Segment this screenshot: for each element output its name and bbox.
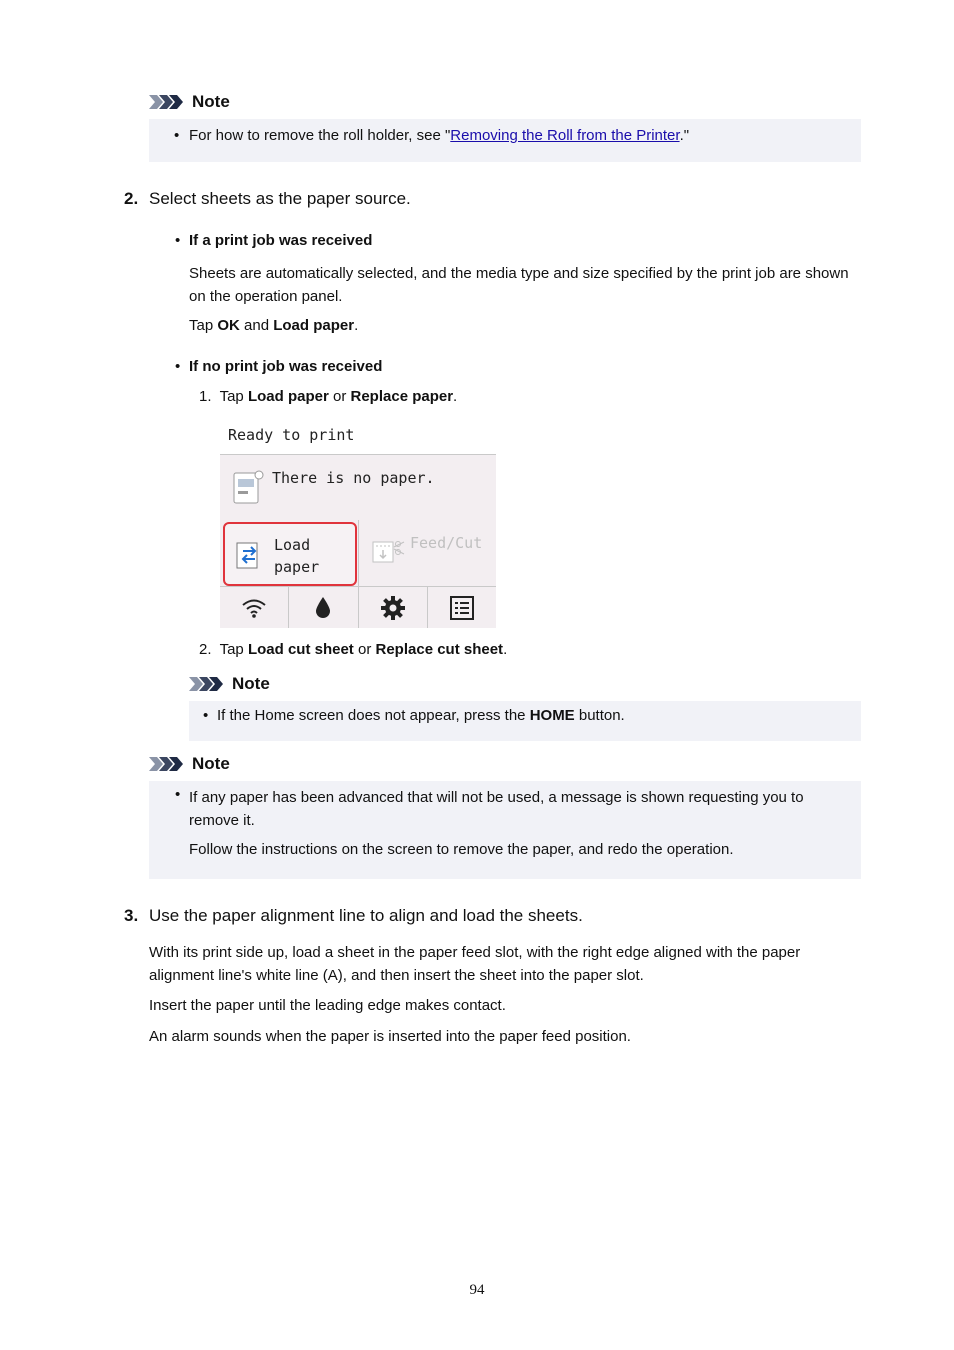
load-paper-label-1: Load — [274, 536, 311, 554]
note-chevrons-icon — [149, 92, 187, 112]
bullet-dot: • — [175, 786, 181, 803]
page-number: 94 — [469, 1282, 485, 1298]
load-paper-icon — [235, 540, 263, 570]
case-print-job-para: Sheets are automatically selected, and the media type and size specified by the print job are shown on the operation panel. — [189, 265, 849, 305]
feed-cut-label: Feed/Cut — [410, 534, 483, 552]
ink-button[interactable] — [289, 587, 358, 628]
menu-button[interactable] — [428, 587, 496, 628]
load-paper-button[interactable] — [223, 522, 357, 586]
ink-drop-icon — [314, 596, 332, 620]
printer-paper-icon — [232, 467, 264, 507]
list-menu-icon — [450, 596, 474, 620]
operation-panel — [220, 422, 496, 627]
note-chevrons-icon — [189, 674, 227, 694]
bullet-dot: • — [175, 358, 181, 375]
divider — [358, 520, 359, 586]
step-3-title: Use the paper alignment line to align and load the sheets. — [149, 906, 583, 925]
note-para: Follow the instructions on the screen to remove the paper, and redo the operation. — [189, 841, 734, 858]
note-box — [149, 119, 861, 162]
wifi-button[interactable] — [220, 587, 289, 628]
feed-cut-icon — [372, 538, 406, 566]
step-3-para-1: With its print side up, load a sheet in the paper feed slot, with the right edge aligned with the paper alignment line's white line (A), and then insert the sheet into the paper slot. — [149, 944, 801, 984]
wifi-icon — [241, 597, 267, 619]
note-bullet: • For how to remove the roll holder, see "Removing the Roll from the Printer." — [174, 127, 690, 144]
bullet-dot: • — [175, 232, 181, 249]
note-heading: Note — [149, 92, 230, 112]
case-no-job-heading: If no print job was received — [189, 358, 383, 375]
note-bullet-text: If any paper has been advanced that will not be used, a message is shown requesting you to remove it. — [189, 789, 804, 829]
panel-status-title: Ready to print — [228, 426, 355, 444]
step-2-title: Select sheets as the paper source. — [149, 189, 411, 208]
note-box — [149, 781, 861, 879]
step-3-para-2: Insert the paper until the leading edge makes contact. — [149, 997, 506, 1014]
substep-1: 1. Tap Load paper or Replace paper. — [199, 388, 458, 405]
panel-message: There is no paper. — [272, 469, 435, 487]
panel-buttons — [220, 520, 496, 586]
panel-icon-bar — [220, 586, 496, 628]
case-print-job-tap: Tap OK and Load paper. — [189, 317, 359, 334]
panel-message-area — [220, 454, 496, 522]
note-chevrons-icon — [149, 754, 187, 774]
substep-2: 2. Tap Load cut sheet or Replace cut sheet. — [199, 641, 508, 658]
inner-note-bullet: • If the Home screen does not appear, press the HOME button. — [203, 707, 625, 724]
inner-note-heading: Note — [189, 674, 270, 694]
case-print-job-heading: If a print job was received — [189, 232, 373, 249]
settings-button[interactable] — [359, 587, 428, 628]
step-3-para-3: An alarm sounds when the paper is inserted into the paper feed position. — [149, 1028, 631, 1045]
step-2: 2. — [124, 189, 139, 208]
load-paper-label-2: paper — [274, 558, 320, 576]
removing-roll-link[interactable]: Removing the Roll from the Printer — [450, 127, 680, 144]
feed-cut-button[interactable] — [360, 522, 494, 584]
note-heading: Note — [149, 754, 230, 774]
inner-note-box — [189, 701, 861, 741]
gear-icon — [380, 595, 406, 621]
step-3: 3. — [124, 906, 139, 925]
